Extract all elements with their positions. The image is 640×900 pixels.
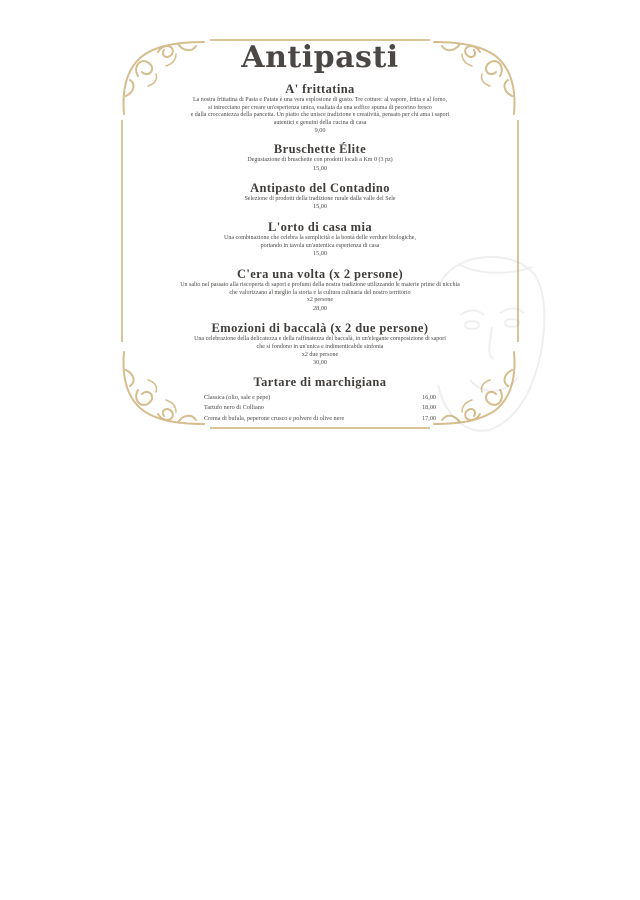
dish-name: Emozioni di baccalà (x 2 due persone) bbox=[211, 321, 429, 336]
dish-orto bbox=[120, 220, 520, 258]
dish-price: 15,00 bbox=[313, 164, 327, 172]
dish-price: 30,00 bbox=[313, 358, 327, 366]
tartare-list bbox=[204, 393, 436, 425]
dish-tartare bbox=[120, 375, 520, 425]
frame-bottom-line bbox=[210, 427, 430, 429]
menu-content bbox=[120, 40, 520, 424]
dish-name: Bruschette Élite bbox=[273, 142, 367, 157]
dish-cera-una-volta bbox=[120, 267, 520, 312]
dish-name: L'orto di casa mia bbox=[267, 219, 373, 234]
dish-price: 15,00 bbox=[313, 250, 327, 258]
dish-frittatina bbox=[120, 82, 520, 135]
dish-description: Selezione di prodotti della tradizione rurale dalla valle del Sele bbox=[244, 195, 396, 202]
tartare-item-price: 17,00 bbox=[422, 414, 436, 422]
tartare-item-label: Classica (olio, sale e pepe) bbox=[204, 393, 271, 401]
dish-baccala bbox=[120, 321, 520, 366]
tartare-item-price: 16,00 bbox=[422, 393, 436, 401]
dish-name: A' frittatina bbox=[285, 82, 355, 96]
tartare-item-price: 18,00 bbox=[422, 404, 436, 412]
list-item bbox=[204, 403, 436, 414]
dish-name: Antipasto del Contadino bbox=[250, 180, 390, 195]
tartare-item-label: Crema di bufala, peperone crusco e polvere di olive nere bbox=[204, 414, 345, 422]
dish-serving: x2 due persone bbox=[301, 351, 339, 358]
dish-price: 15,00 bbox=[313, 203, 327, 211]
dish-bruschette bbox=[120, 142, 520, 172]
list-item bbox=[204, 414, 436, 425]
list-item bbox=[204, 393, 436, 404]
dish-name: Tartare di marchigiana bbox=[253, 374, 387, 389]
dish-serving: x2 persone bbox=[306, 297, 334, 304]
dish-contadino bbox=[120, 181, 520, 211]
dish-description: Una combinazione che celebra la semplicità e la bontà delle verdure biologiche, portando in tavola un'autentica esperienza di casa bbox=[224, 234, 416, 249]
dish-description: La nostra frittatina di Pasta e Patate è una vera esplosione di gusto. Tre cotture: al vapore, fritta e al forno, si intrecciano per creare un'esperienza unica, esaltata da una soffice spuma di pecorino fresco e dalla croccantezza della pancetta. Un piatto che unisce tradizione e creatività, pensato per chi ama i sapori autentici e genuini della cucina di casa bbox=[190, 97, 450, 126]
menu-title: Antipasti bbox=[241, 40, 399, 75]
dish-description: Degustazione di bruschette con prodotti locali a Km 0 (3 pz) bbox=[247, 157, 393, 164]
dish-price: 9,00 bbox=[314, 127, 326, 135]
dish-name: C'era una volta (x 2 persone) bbox=[236, 266, 404, 281]
tartare-item-label: Tartufo nero di Colliano bbox=[204, 404, 264, 412]
dish-description: Un salto nel passato alla riscoperta di sapori e profumi della nostra tradizione utilizzando le materie prime di nicchia che valorizzano al meglio la storia e la cultura culinaria del nostro territorio bbox=[180, 281, 460, 296]
dish-description: Una celebrazione della delicatezza e della raffinatezza del baccalà, in un'elegante composizione di sapori che si fondono in un'unica e indimenticabile sinfonia bbox=[194, 336, 446, 350]
dish-price: 28,00 bbox=[313, 304, 327, 312]
